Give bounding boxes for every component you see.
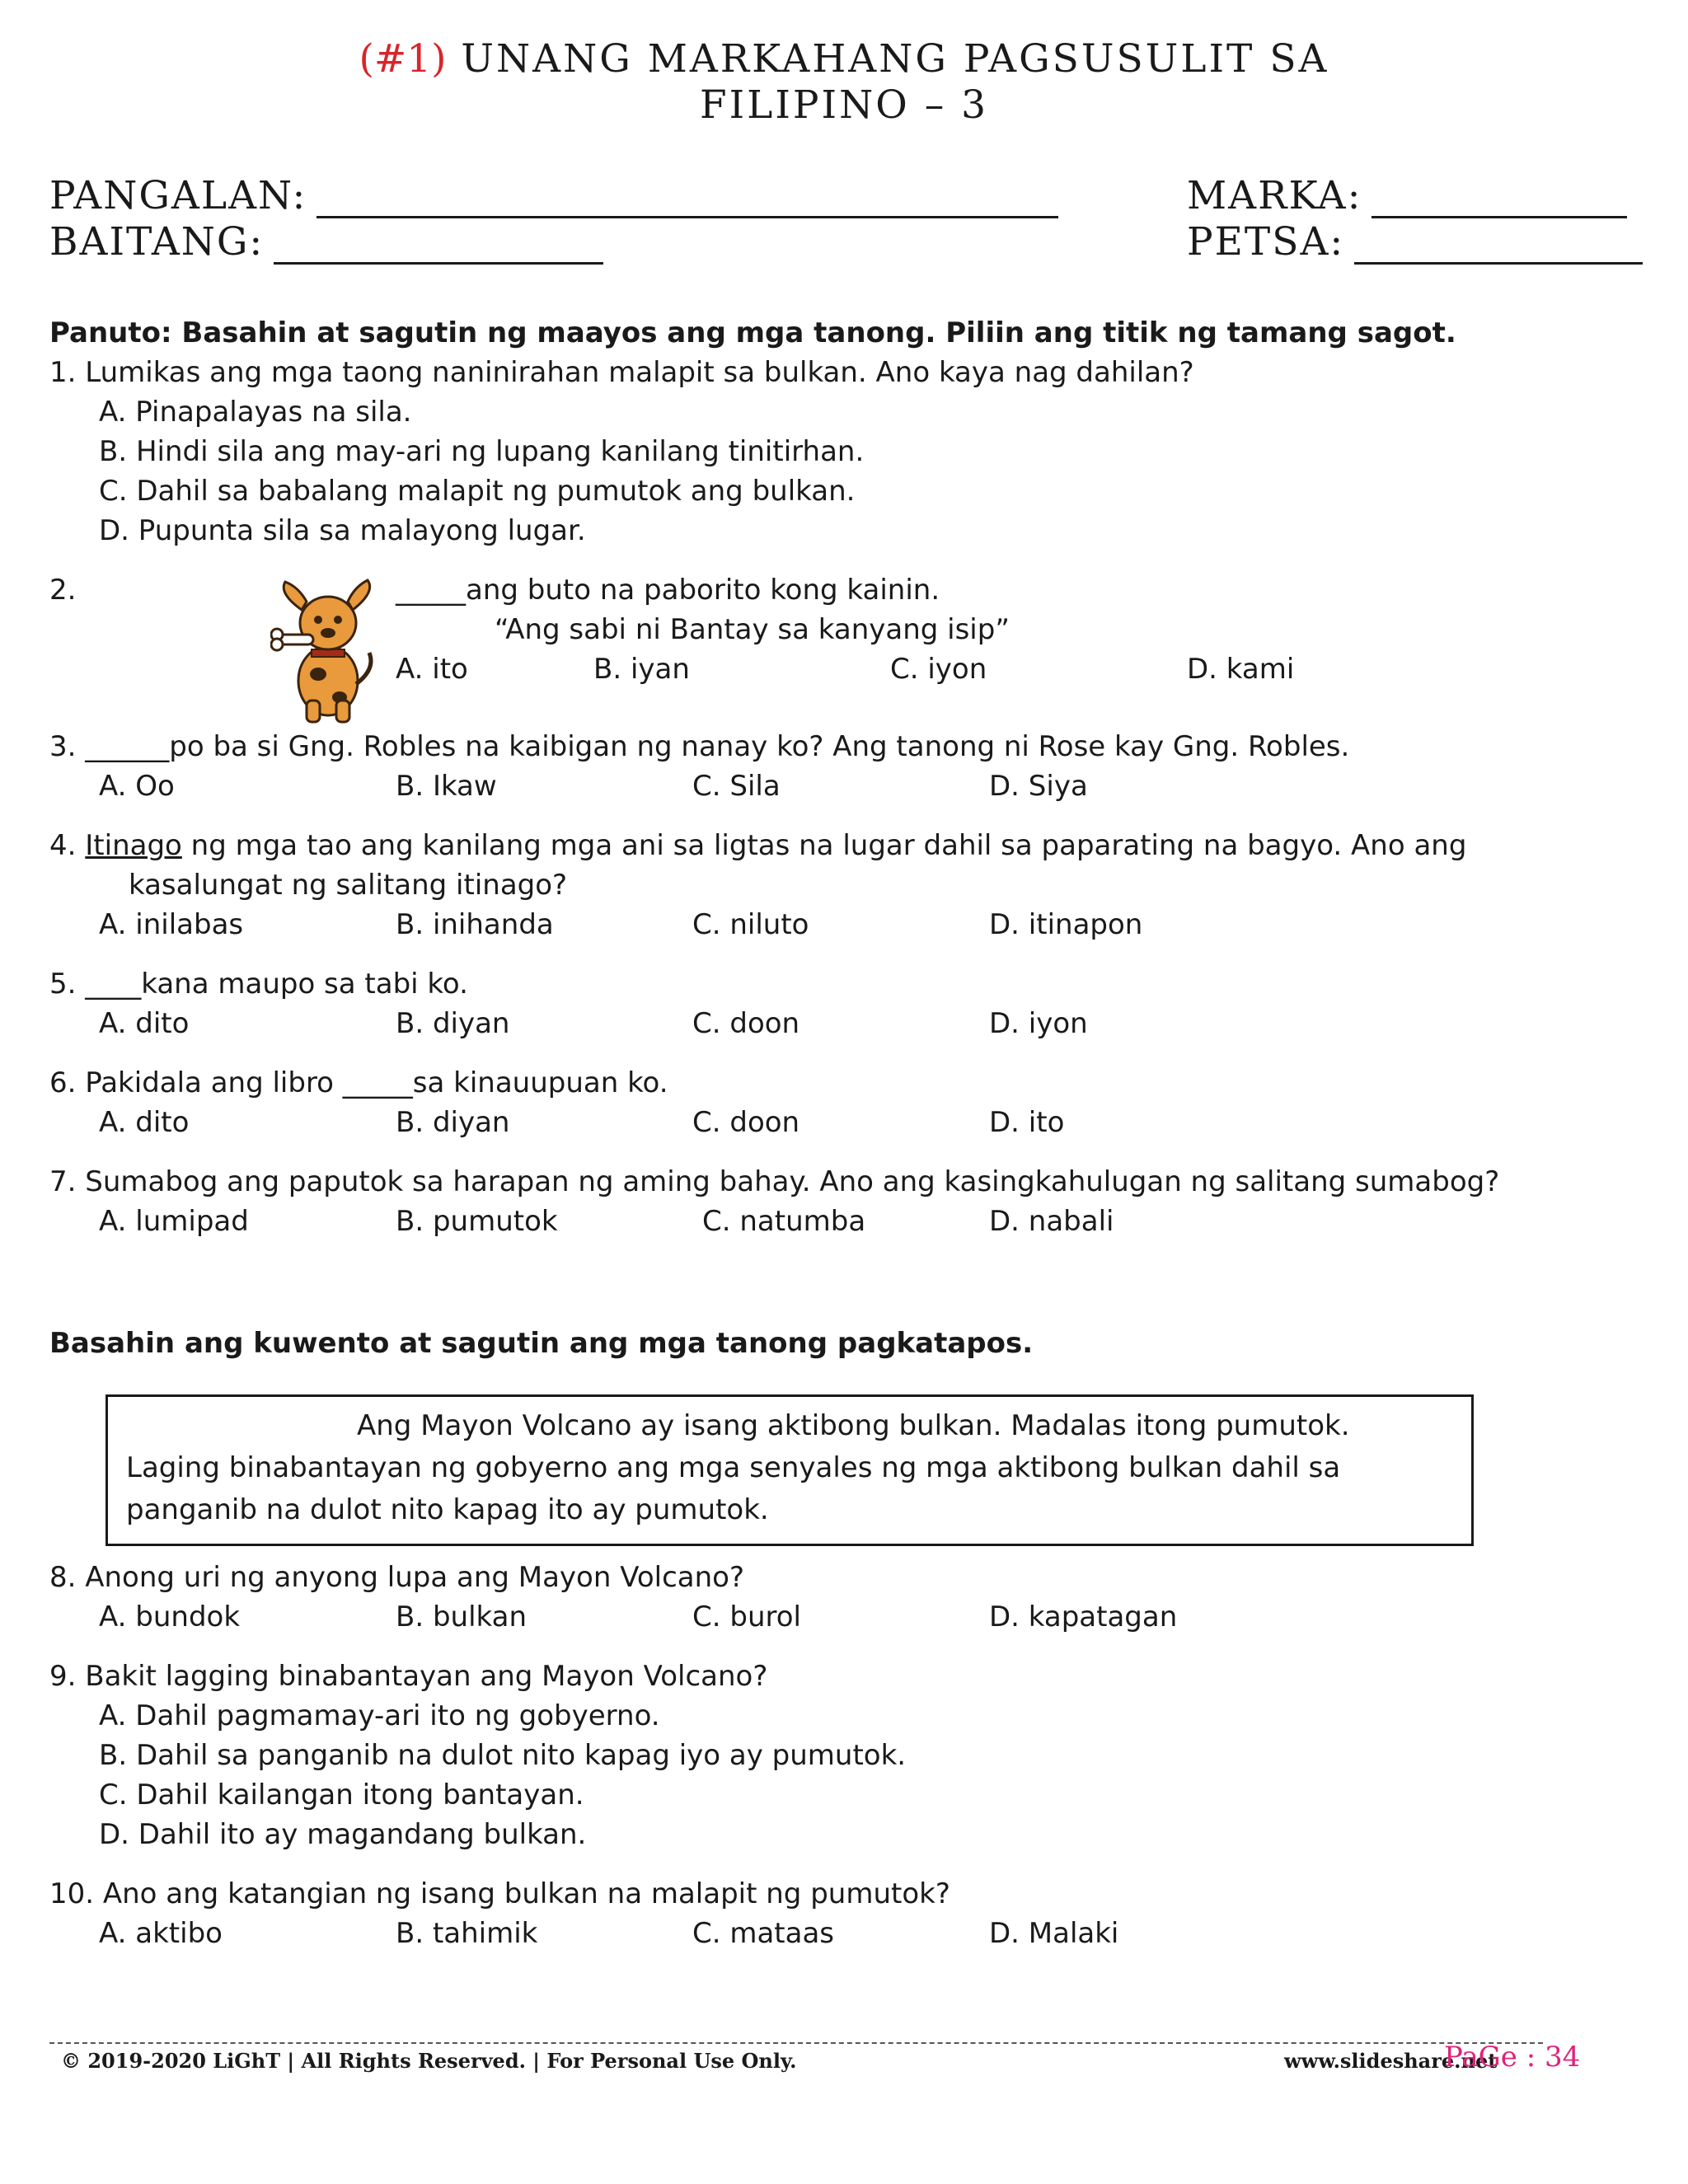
- baitang-label: BAITANG:: [49, 219, 265, 265]
- q10-option-d[interactable]: D. Malaki: [989, 1917, 1119, 1950]
- q7-option-a[interactable]: A. lumipad: [99, 1205, 249, 1238]
- footer-copyright: © 2019-2020 LiGhT | All Rights Reserved. | For Personal Use Only.: [61, 2049, 797, 2073]
- q7-option-b[interactable]: B. pumutok: [396, 1205, 558, 1238]
- q4-option-b[interactable]: B. inihanda: [396, 908, 554, 941]
- question-3: 3. ______po ba si Gng. Robles na kaibigan ng nanay ko? Ang tanong ni Rose kay Gng. Robles.: [49, 730, 1350, 763]
- question-7: 7. Sumabog ang paputok sa harapan ng aming bahay. Ano ang kasingkahulugan ng salitang sumabog?: [49, 1165, 1500, 1198]
- q9-option-a[interactable]: A. Dahil pagmamay-ari ito ng gobyerno.: [99, 1699, 660, 1732]
- q3-option-d[interactable]: D. Siya: [989, 770, 1088, 803]
- q6-option-d[interactable]: D. ito: [989, 1106, 1065, 1139]
- story-body: Laging binabantayan ng gobyerno ang mga senyales ng mga aktibong bulkan dahil sa panganib na dulot nito kapag ito ay pumutok.: [126, 1451, 1341, 1526]
- q2-text: ang buto na paborito kong kainin.: [466, 574, 940, 607]
- story-line-1: Ang Mayon Volcano ay isang aktibong bulkan. Madalas itong pumutok.: [357, 1409, 1350, 1442]
- q2-option-c[interactable]: C. iyon: [890, 653, 987, 686]
- marka-line[interactable]: [1372, 186, 1627, 218]
- question-2: [396, 570, 940, 610]
- question-6: 6. Pakidala ang libro _____sa kinauupuan ko.: [49, 1066, 668, 1099]
- q4-option-d[interactable]: D. itinapon: [989, 908, 1143, 941]
- q9-option-c[interactable]: C. Dahil kailangan itong bantayan.: [99, 1779, 584, 1811]
- q1-option-a[interactable]: A. Pinapalayas na sila.: [99, 396, 412, 429]
- q2-option-a[interactable]: A. ito: [396, 653, 468, 686]
- q5-option-d[interactable]: D. iyon: [989, 1007, 1088, 1040]
- q9-option-d[interactable]: D. Dahil ito ay magandang bulkan.: [99, 1818, 587, 1851]
- instructions: Panuto: Basahin at sagutin ng maayos ang mga tanong. Piliin ang titik ng tamang sagot.: [49, 316, 1456, 349]
- baitang-field: [49, 219, 603, 265]
- story-heading: Basahin ang kuwento at sagutin ang mga tanong pagkatapos.: [49, 1327, 1034, 1360]
- q3-option-a[interactable]: A. Oo: [99, 770, 175, 803]
- q5-option-c[interactable]: C. doon: [692, 1007, 800, 1040]
- q2-option-b[interactable]: B. iyan: [593, 653, 690, 686]
- q8-option-d[interactable]: D. kapatagan: [989, 1601, 1178, 1633]
- marka-label: MARKA:: [1187, 173, 1362, 218]
- question-10: 10. Ano ang katangian ng isang bulkan na malapit ng pumutok?: [49, 1877, 950, 1910]
- pangalan-label: PANGALAN:: [49, 173, 307, 218]
- q4-text: ng mga tao ang kanilang mga ani sa ligtas na lugar dahil sa paparating na bagyo. Ano ang: [190, 829, 1467, 862]
- q1-option-d[interactable]: D. Pupunta sila sa malayong lugar.: [99, 514, 586, 547]
- pangalan-line[interactable]: [316, 186, 1058, 218]
- page-title: [0, 36, 1688, 82]
- q3-option-b[interactable]: B. Ikaw: [396, 770, 497, 803]
- story-box: [106, 1394, 1474, 1546]
- baitang-line[interactable]: [274, 232, 603, 265]
- question-1: 1. Lumikas ang mga taong naninirahan malapit sa bulkan. Ano kaya nag dahilan?: [49, 356, 1194, 389]
- question-4: [49, 826, 1466, 865]
- question-2-number: 2.: [49, 574, 77, 607]
- q6-option-a[interactable]: A. dito: [99, 1106, 190, 1139]
- marka-field: [1187, 173, 1627, 218]
- q4-number: 4.: [49, 829, 77, 862]
- title-line-1: UNANG MARKAHANG PAGSUSULIT SA: [461, 36, 1329, 82]
- q4-text-line-2: kasalungat ng salitang itinago?: [129, 869, 568, 902]
- petsa-line[interactable]: [1354, 232, 1643, 265]
- q5-option-a[interactable]: A. dito: [99, 1007, 190, 1040]
- q8-option-a[interactable]: A. bundok: [99, 1601, 241, 1633]
- q6-option-b[interactable]: B. diyan: [396, 1106, 510, 1139]
- q8-option-b[interactable]: B. bulkan: [396, 1601, 527, 1633]
- question-5: 5. ____kana maupo sa tabi ko.: [49, 968, 468, 1001]
- q4-underlined-word: Itinago: [85, 829, 182, 862]
- q2-quote: “Ang sabi ni Bantay sa kanyang isip”: [495, 613, 1010, 646]
- q10-option-c[interactable]: C. mataas: [692, 1917, 835, 1950]
- q10-option-a[interactable]: A. aktibo: [99, 1917, 223, 1950]
- dog-with-bone-illustration: [270, 577, 386, 727]
- q4-option-a[interactable]: A. inilabas: [99, 908, 244, 941]
- petsa-field: [1187, 219, 1643, 265]
- q1-option-c[interactable]: C. Dahil sa babalang malapit ng pumutok ang bulkan.: [99, 475, 856, 508]
- title-line-2: FILIPINO – 3: [699, 82, 989, 128]
- q6-option-c[interactable]: C. doon: [692, 1106, 800, 1139]
- q10-option-b[interactable]: B. tahimik: [396, 1917, 538, 1950]
- q2-blank: _____: [396, 574, 466, 607]
- footer-site[interactable]: www.slideshare.net: [1284, 2049, 1498, 2073]
- q7-option-d[interactable]: D. nabali: [989, 1205, 1114, 1238]
- title-number: (#1): [359, 36, 447, 82]
- q4-option-c[interactable]: C. niluto: [692, 908, 809, 941]
- footer-divider: [49, 2042, 1543, 2044]
- q8-option-c[interactable]: C. burol: [692, 1601, 801, 1633]
- question-9: 9. Bakit lagging binabantayan ang Mayon Volcano?: [49, 1660, 768, 1693]
- pangalan-field: [49, 173, 1058, 218]
- question-8: 8. Anong uri ng anyong lupa ang Mayon Volcano?: [49, 1561, 744, 1594]
- q9-option-b[interactable]: B. Dahil sa panganib na dulot nito kapag iyo ay pumutok.: [99, 1739, 907, 1772]
- page-number: PaGe : 34: [1444, 2041, 1581, 2074]
- q7-option-c[interactable]: C. natumba: [702, 1205, 866, 1238]
- q2-option-d[interactable]: D. kami: [1187, 653, 1295, 686]
- q5-option-b[interactable]: B. diyan: [396, 1007, 510, 1040]
- q1-option-b[interactable]: B. Hindi sila ang may-ari ng lupang kanilang tinitirhan.: [99, 435, 865, 468]
- petsa-label: PETSA:: [1187, 219, 1345, 265]
- q3-option-c[interactable]: C. Sila: [692, 770, 781, 803]
